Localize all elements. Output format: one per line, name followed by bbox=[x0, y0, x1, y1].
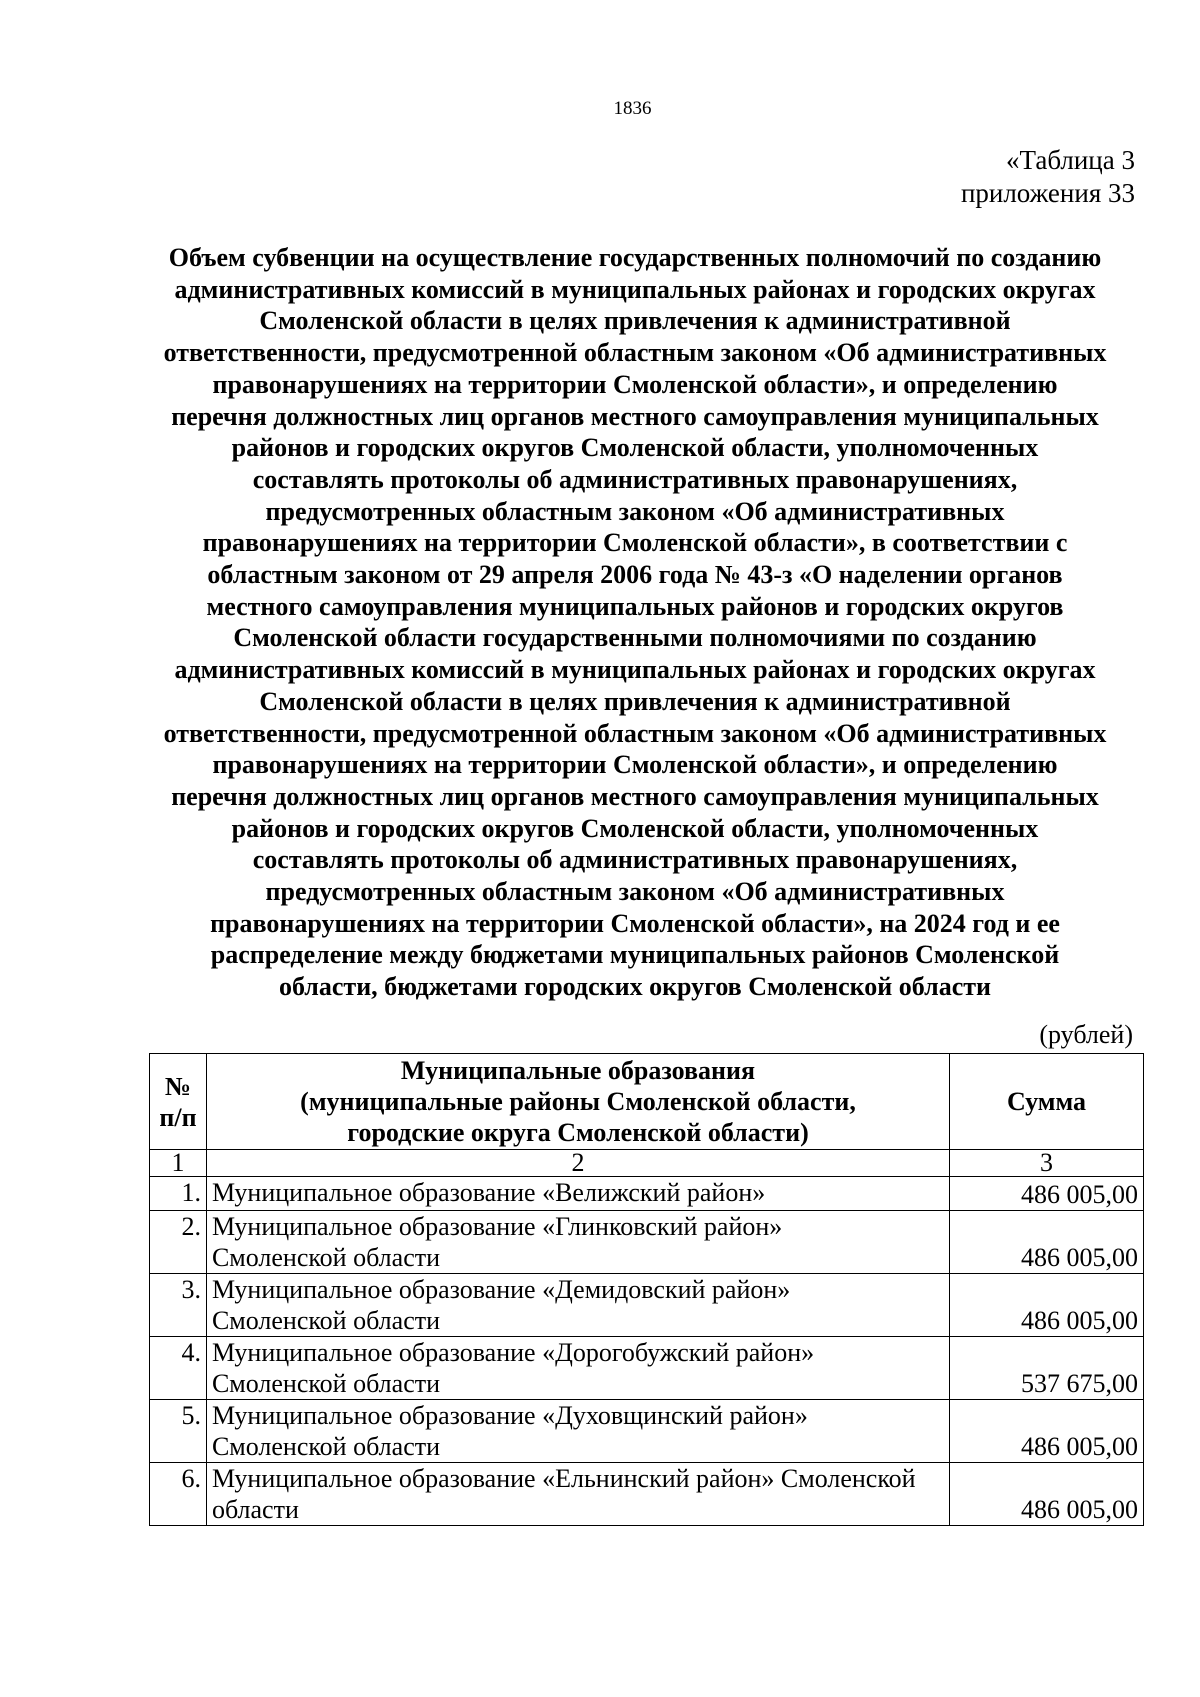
table-row bbox=[150, 1463, 1144, 1526]
title-line: предусмотренных областным законом «Об административных bbox=[265, 877, 1005, 907]
row-sum: 486 005,00 bbox=[950, 1177, 1144, 1211]
municipality-name: Муниципальное образование «Глинковский район» Смоленской области bbox=[206, 1211, 949, 1274]
header-sum: Сумма bbox=[950, 1054, 1144, 1150]
subvention-table bbox=[149, 1053, 1144, 1526]
title-line: ответственности, предусмотренной областным законом «Об административных bbox=[163, 338, 1107, 368]
column-index: 2 bbox=[206, 1150, 949, 1177]
column-index: 3 bbox=[950, 1150, 1144, 1177]
table-reference-line-1: «Таблица 3 bbox=[1006, 145, 1135, 175]
table-row bbox=[150, 1400, 1144, 1463]
title-line: Объем субвенции на осуществление государственных полномочий по созданию bbox=[168, 243, 1102, 272]
title-line: предусмотренных областным законом «Об административных bbox=[265, 496, 1005, 526]
title-line: перечня должностных лиц органов местного самоуправления муниципальных bbox=[171, 781, 1099, 811]
title-line: правонарушениях на территории Смоленской области», на 2024 год и ее bbox=[210, 908, 1060, 938]
title-line: районов и городских округов Смоленской области, уполномоченных bbox=[231, 813, 1039, 843]
title-line: Смоленской области в целях привлечения к административной bbox=[259, 306, 1011, 336]
column-index: 1 bbox=[150, 1150, 207, 1177]
row-sum: 486 005,00 bbox=[950, 1211, 1144, 1274]
title-line: административных комиссий в муниципальных районах и городских округах bbox=[174, 274, 1096, 304]
title-line: ответственности, предусмотренной областным законом «Об административных bbox=[163, 718, 1107, 748]
title-line: перечня должностных лиц органов местного самоуправления муниципальных bbox=[171, 401, 1099, 431]
row-number: 5. bbox=[150, 1400, 207, 1463]
title-line: составлять протоколы об административных правонарушениях, bbox=[252, 464, 1018, 494]
row-number: 3. bbox=[150, 1274, 207, 1337]
table-reference-line-2: приложения 33 bbox=[960, 178, 1135, 208]
title-line: правонарушениях на территории Смоленской области», и определению bbox=[212, 369, 1058, 399]
row-sum: 486 005,00 bbox=[950, 1274, 1144, 1337]
municipality-name: Муниципальное образование «Демидовский район» Смоленской области bbox=[206, 1274, 949, 1337]
row-sum: 486 005,00 bbox=[950, 1463, 1144, 1526]
title-line: области, бюджетами городских округов Смоленской области bbox=[278, 972, 992, 1002]
table-row bbox=[150, 1211, 1144, 1274]
units-label: (рублей) bbox=[1039, 1020, 1133, 1049]
table-header-row bbox=[150, 1054, 1144, 1150]
row-number: 2. bbox=[150, 1211, 207, 1274]
page-number: 1836 bbox=[613, 98, 652, 119]
municipality-name: Муниципальное образование «Ельнинский район» Смоленской области bbox=[206, 1463, 949, 1526]
title-line: распределение между бюджетами муниципальных районов Смоленской bbox=[210, 940, 1060, 970]
table-row bbox=[150, 1177, 1144, 1211]
title-line: правонарушениях на территории Смоленской области», в соответствии с bbox=[202, 528, 1068, 558]
municipality-name: Муниципальное образование «Духовщинский район» Смоленской области bbox=[206, 1400, 949, 1463]
document-title bbox=[130, 242, 1140, 1003]
title-line: Смоленской области в целях привлечения к административной bbox=[259, 686, 1011, 716]
title-line: местного самоуправления муниципальных районов и городских округов bbox=[206, 591, 1064, 621]
table-reference bbox=[961, 144, 1135, 210]
column-index-row bbox=[150, 1150, 1144, 1177]
municipality-name: Муниципальное образование «Дорогобужский район» Смоленской области bbox=[206, 1337, 949, 1400]
row-sum: 537 675,00 bbox=[950, 1337, 1144, 1400]
title-line: правонарушениях на территории Смоленской области», и определению bbox=[212, 750, 1058, 780]
row-sum: 486 005,00 bbox=[950, 1400, 1144, 1463]
row-number: 6. bbox=[150, 1463, 207, 1526]
row-number: 4. bbox=[150, 1337, 207, 1400]
title-line: составлять протоколы об административных правонарушениях, bbox=[252, 845, 1018, 875]
title-line: областным законом от 29 апреля 2006 года № 43-з «О наделении органов bbox=[207, 560, 1063, 590]
table-row bbox=[150, 1274, 1144, 1337]
title-line: Смоленской области государственными полномочиями по созданию bbox=[233, 623, 1037, 653]
row-number: 1. bbox=[150, 1177, 207, 1211]
title-line: административных комиссий в муниципальных районах и городских округах bbox=[174, 655, 1096, 685]
header-number: № п/п bbox=[150, 1054, 207, 1150]
municipality-name: Муниципальное образование «Велижский район» bbox=[206, 1177, 949, 1211]
header-municipality: Муниципальные образования (муниципальные районы Смоленской области, городские округа Смоленской области) bbox=[206, 1054, 949, 1150]
table-row bbox=[150, 1337, 1144, 1400]
title-line: районов и городских округов Смоленской области, уполномоченных bbox=[231, 433, 1039, 463]
